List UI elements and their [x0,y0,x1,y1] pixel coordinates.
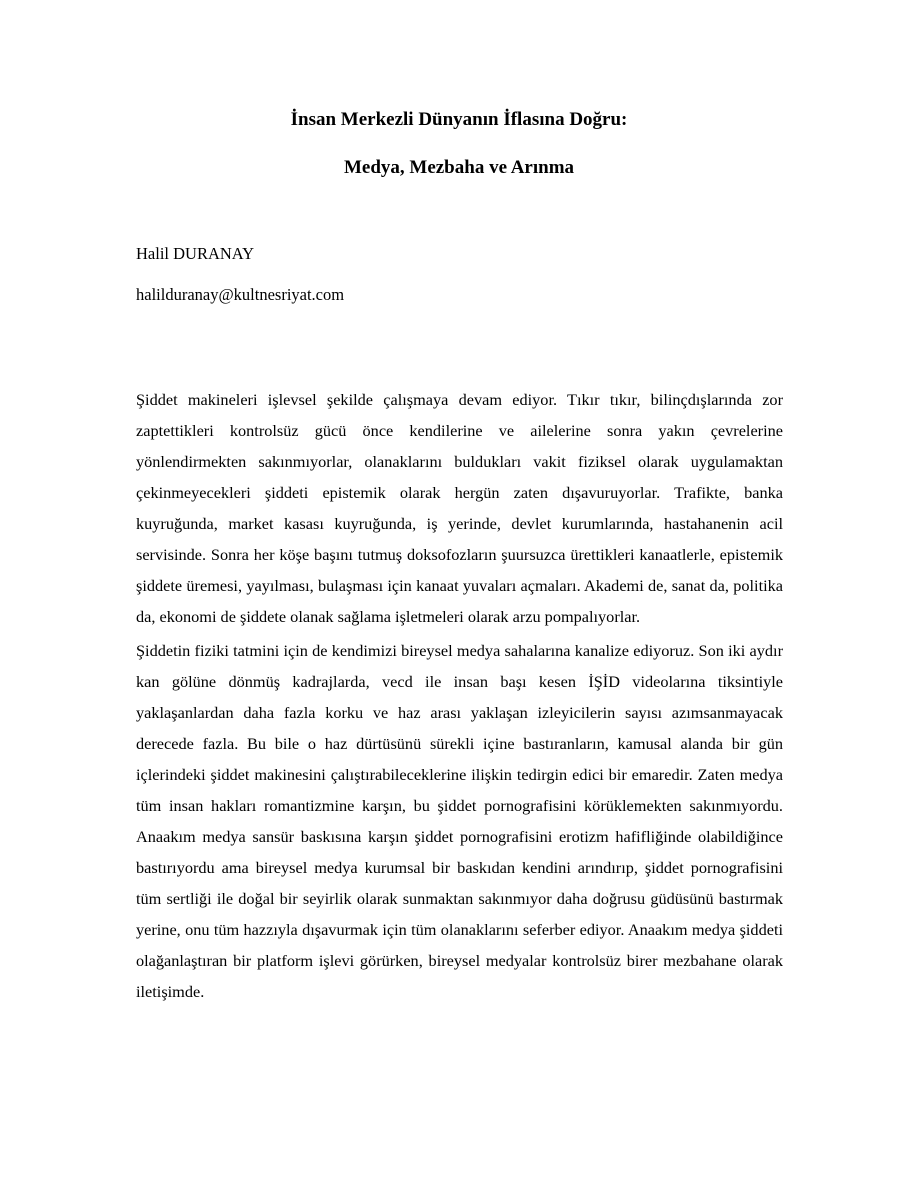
paragraph-1: Şiddet makineleri işlevsel şekilde çalışmaya devam ediyor. Tıkır tıkır, bilinçdışlarında zor zaptettikleri kontrolsüz gücü önce kendilerine ve ailelerine sonra yakın çevrelerine yönlendirmekten sakınmıyorlar, olanaklarını buldukları vakit fiziksel olarak uygulamaktan çekinmeyecekleri şiddeti epistemik olarak hergün zaten dışavuruyorlar. Trafikte, banka kuyruğunda, market kasası kuyruğunda, iş yerinde, devlet kurumlarında, hastahanenin acil servisinde. Sonra her köşe başını tutmuş doksofozların şuursuzca ürettikleri kanaatlerle, epistemik şiddete üremesi, yayılması, bulaşması için kanaat yuvaları açmaları. Akademi de, sanat da, politika da, ekonomi de şiddete olanak sağlama işletmeleri olarak arzu pompalıyorlar. [136,390,783,626]
author-name: Halil DURANAY [136,244,255,263]
paragraph-2: Şiddetin fiziki tatmini için de kendimizi bireysel medya sahalarına kanalize ediyoruz. Son iki aydır kan gölüne dönmüş kadrajlarda, vecd ile insan başı kesen İŞİD videolarına tiksintiyle yaklaşanlardan daha fazla korku ve haz arası yaklaşan izleyicilerin sayısı azımsanmayacak derecede fazla. Bu bile o haz dürtüsünü sürekli içine bastıranların, kamusal alanda bir gün içlerindeki şiddet makinesini çalıştırabileceklerine ilişkin tedirgin edici bir emaredir. Zaten medya tüm insan hakları romantizmine karşın, bu şiddet pornografisini körüklemekten sakınmıyordu. Anaakım medya sansür baskısına karşın şiddet pornografisini erotizm hafifliğinde olabildiğince bastırıyordu ama bireysel medya kurumsal bir baskıdan kendini arındırıp, şiddet pornografisini tüm sertliği ile doğal bir seyirlik olarak sunmaktan sakınmıyor daha doğrusu güdüsünü bastırmak yerine, onu tüm hazzıyla dışavurmak için tüm olanaklarını seferber ediyor. Anaakım medya şiddeti olağanlaştıran bir platform işlevi görürken, bireysel medyalar kontrolsüz birer mezbahane olarak iletişimde. [136,641,783,1001]
document-title-line-2: Medya, Mezbaha ve Arınma [343,157,575,178]
article-body [136,384,783,1007]
author-email: halilduranay@kultnesriyat.com [136,285,345,304]
document-title-line-1: İnsan Merkezli Dünyanın İflasına Doğru: [290,109,628,130]
